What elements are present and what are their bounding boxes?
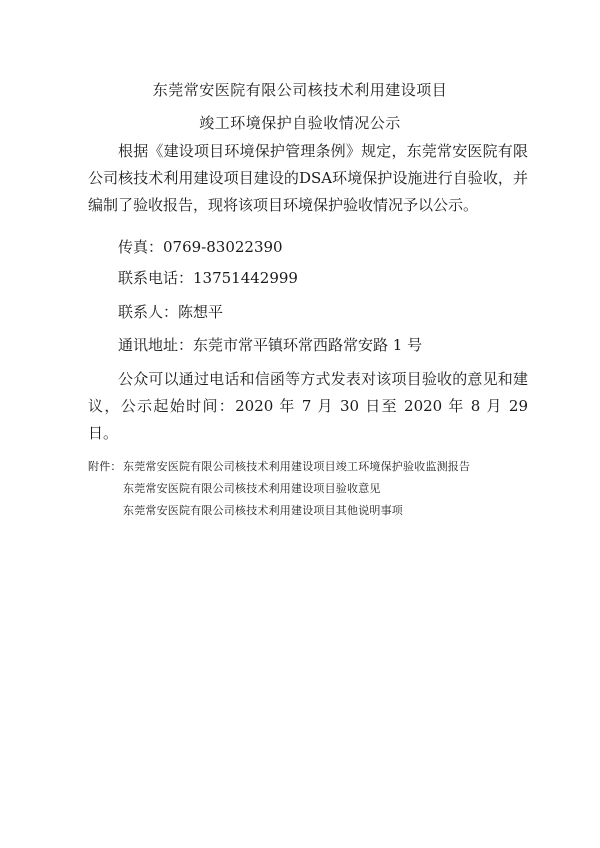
address-line: 通讯地址：东莞市常平镇环常西路常安路 1 号 xyxy=(118,336,423,354)
notice-paragraph: 公众可以通过电话和信函等方式发表对该项目验收的意见和建议，公示起始时间：2020 年 7 月 30 日至 2020 年 8 月 29 日。 xyxy=(88,370,528,442)
phone-line: 联系电话：13751442999 xyxy=(118,269,298,287)
attachment-item: 东莞常安医院有限公司核技术利用建设项目竣工环境保护验收监测报告 xyxy=(123,460,471,473)
attachment-item: 东莞常安医院有限公司核技术利用建设项目其他说明事项 xyxy=(123,504,403,517)
document-title-line-2: 竣工环境保护自验收情况公示 xyxy=(199,114,401,132)
document-title-line-1: 东莞常安医院有限公司核技术利用建设项目 xyxy=(152,81,448,99)
intro-paragraph: 根据《建设项目环境保护管理条例》规定，东莞常安医院有限公司核技术利用建设项目建设的DSA环境保护设施进行自验收，并编制了验收报告，现将该项目环境保护验收情况予以公示。 xyxy=(88,142,528,214)
fax-line: 传真：0769-83022390 xyxy=(118,238,283,256)
attachment-item: 东莞常安医院有限公司核技术利用建设项目验收意见 xyxy=(123,482,381,495)
contact-line: 联系人：陈想平 xyxy=(118,303,224,321)
attachments-label: 附件： xyxy=(88,460,122,473)
